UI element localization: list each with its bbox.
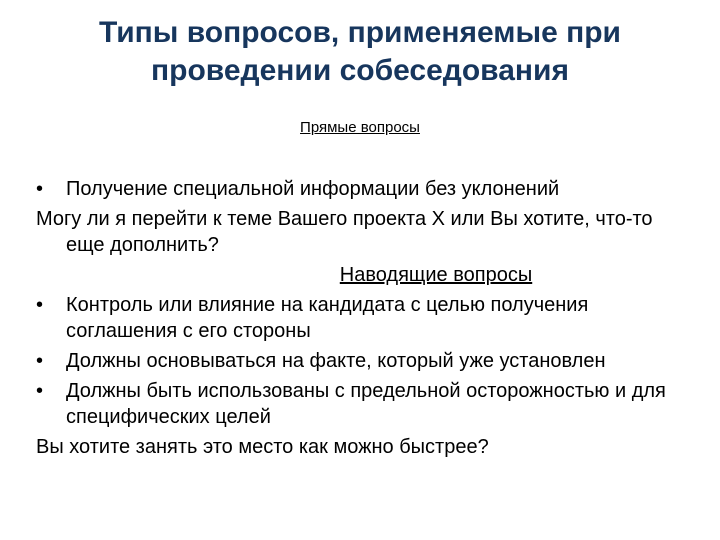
bullet-marker: •: [36, 294, 44, 316]
bullet-text: Контроль или влияние на кандидата с целью получения соглашения с его стороны: [66, 294, 589, 342]
slide-body: [36, 176, 696, 464]
bullet-text: Должны основываться на факте, который уже установлен: [66, 350, 606, 372]
bullet-marker: •: [36, 350, 44, 372]
example-question: Вы хотите занять это место как можно быстрее?: [36, 436, 489, 458]
title-line-2: проведении собеседования: [151, 54, 569, 87]
section-heading-leading-questions: Наводящие вопросы: [339, 264, 533, 286]
bullet-text: Получение специальной информации без уклонений: [66, 178, 560, 200]
section-heading-direct-questions: Прямые вопросы: [300, 119, 420, 136]
example-question: Могу ли я перейти к теме Вашего проекта Х или Вы хотите, что-то еще дополнить?: [36, 208, 653, 256]
slide-title: [40, 14, 680, 90]
title-line-1: Типы вопросов, применяемые при: [99, 16, 621, 49]
bullet-item: [36, 292, 696, 344]
bullet-marker: •: [36, 178, 44, 200]
bullet-item: [36, 176, 696, 202]
bullet-text: Должны быть использованы с предельной осторожностью и для специфических целей: [66, 380, 666, 428]
bullet-item: [36, 378, 696, 430]
bullet-item: [36, 348, 696, 374]
bullet-marker: •: [36, 380, 44, 402]
